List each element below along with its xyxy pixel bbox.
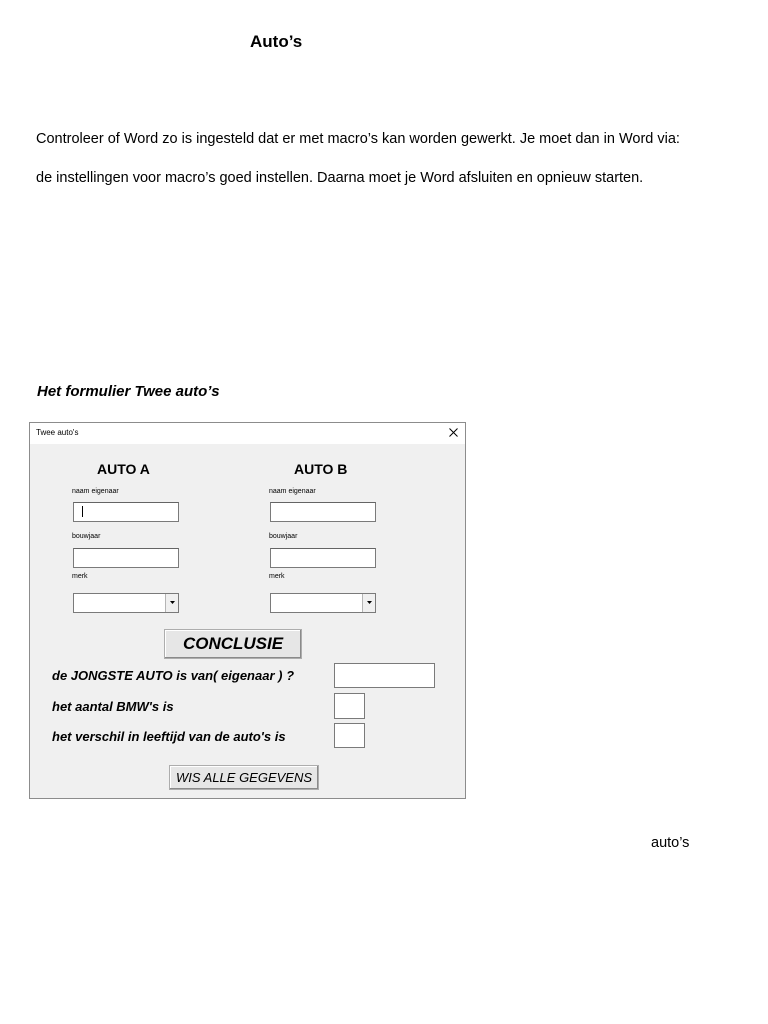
auto-a-year-label: bouwjaar <box>72 533 101 540</box>
auto-b-brand-label: merk <box>269 573 285 580</box>
clear-all-button[interactable]: WIS ALLE GEGEVENS <box>169 765 319 790</box>
auto-a-year-input[interactable] <box>73 548 179 568</box>
age-difference-output[interactable] <box>334 723 365 748</box>
auto-b-heading: AUTO B <box>294 461 348 477</box>
instruction-paragraph-2: de instellingen voor macro’s goed instellen. Daarna moet je Word afsluiten en opnieuw starten. <box>36 170 644 186</box>
age-difference-label: het verschil in leeftijd van de auto's is <box>52 729 286 744</box>
bmw-count-label: het aantal BMW's is <box>52 699 174 714</box>
youngest-car-output[interactable] <box>334 663 435 688</box>
close-icon[interactable] <box>445 423 461 443</box>
auto-a-heading: AUTO A <box>97 461 150 477</box>
auto-a-owner-input[interactable] <box>73 502 179 522</box>
auto-a-owner-label: naam eigenaar <box>72 488 119 495</box>
text-cursor <box>82 506 83 517</box>
chevron-down-icon[interactable] <box>165 594 178 612</box>
dialog-title: Twee auto's <box>36 428 79 437</box>
form-dialog <box>29 422 466 799</box>
youngest-car-label: de JONGSTE AUTO is van( eigenaar ) ? <box>52 668 295 683</box>
auto-b-brand-select[interactable] <box>270 593 376 613</box>
instruction-paragraph-1: Controleer of Word zo is ingesteld dat er met macro’s kan worden gewerkt. Je moet dan in Word via: <box>36 131 680 147</box>
dialog-titlebar[interactable] <box>30 423 465 444</box>
footer-text: auto’s <box>651 835 690 851</box>
page-title: Auto’s <box>250 32 303 51</box>
auto-b-year-label: bouwjaar <box>269 533 298 540</box>
auto-b-owner-input[interactable] <box>270 502 376 522</box>
auto-b-year-input[interactable] <box>270 548 376 568</box>
auto-a-brand-select[interactable] <box>73 593 179 613</box>
auto-a-brand-label: merk <box>72 573 88 580</box>
chevron-down-icon[interactable] <box>362 594 375 612</box>
section-heading: Het formulier Twee auto’s <box>37 383 220 400</box>
conclusie-button[interactable]: CONCLUSIE <box>164 629 302 659</box>
bmw-count-output[interactable] <box>334 693 365 719</box>
auto-b-owner-label: naam eigenaar <box>269 488 316 495</box>
